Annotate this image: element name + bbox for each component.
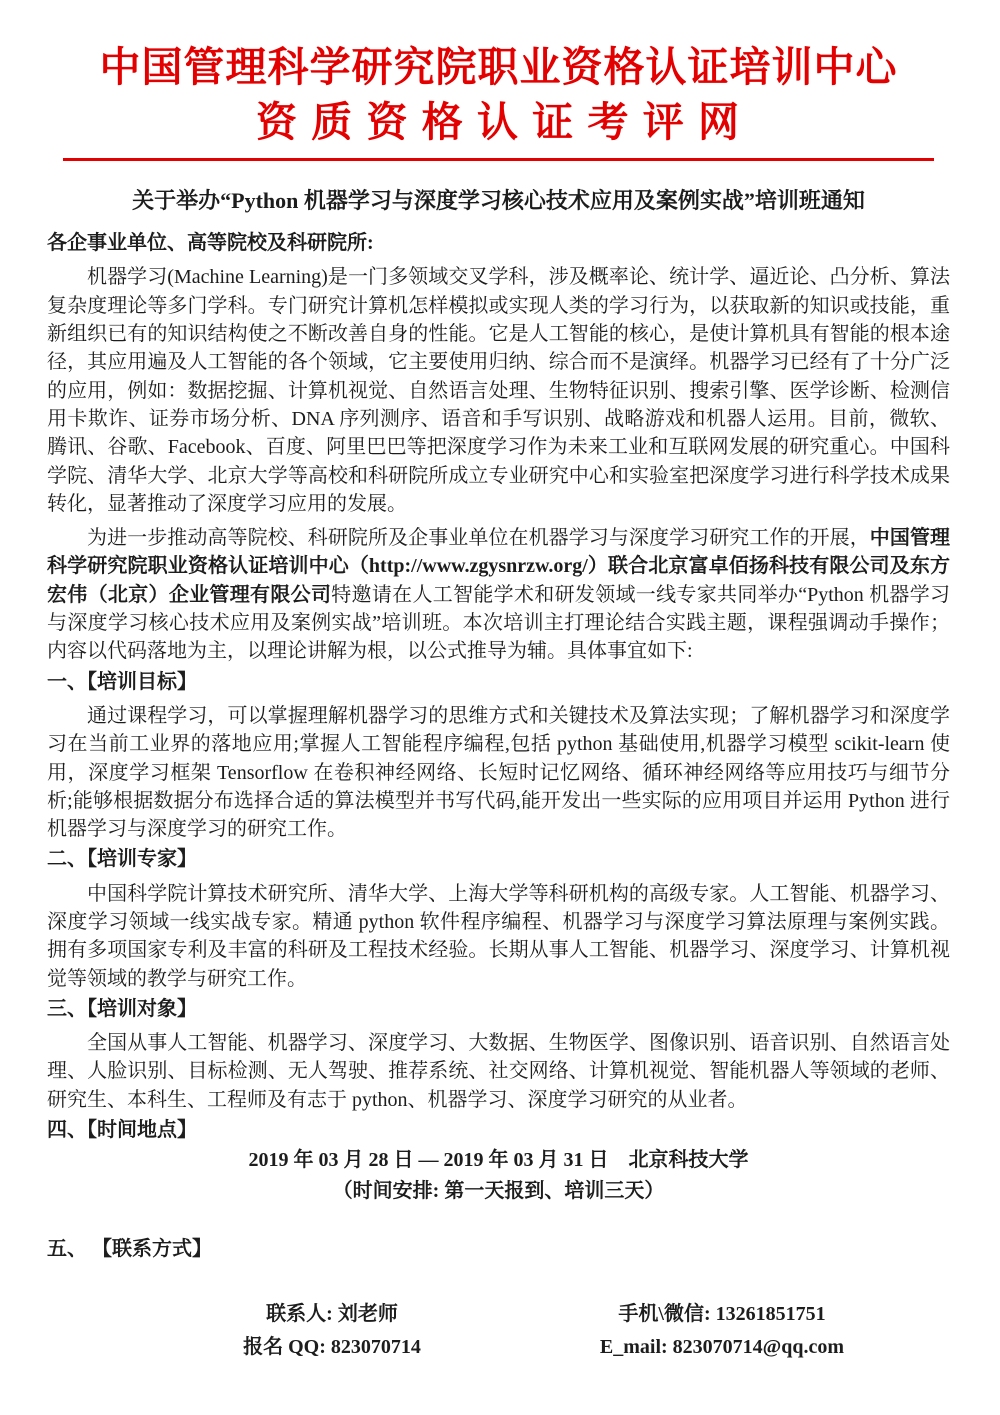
section-heading-contact: 五、 【联系方式】 xyxy=(47,1238,212,1261)
intro-paragraph-2 xyxy=(47,524,950,665)
letterhead-site-name: 资 质 资 格 认 证 考 评 网 xyxy=(256,99,741,146)
section-body-training-goals: 通过课程学习，可以掌握理解机器学习的思维方式和关键技术及算法实现；了解机器学习和深度学习在当前工业界的落地应用;掌握人工智能程序编程,包括 python 基础使用,机器学习模型 scikit-learn 使用，深度学习框架 Tensorflow 在卷积神经网络、长短时记忆网络、循环神经网络等应用技巧与细节分析;能够根据数据分布选择合适的算法模型并书写代码,能开发出一些实际的应用项目并运用 Python 进行机器学习与深度学习的研究工作。 xyxy=(47,704,950,841)
contact-column-right xyxy=(522,1301,922,1367)
organizer-names-bold: 中国管理科学研究院职业资格认证培训中心（http://www.zgysnrzw.org/）联合北京富卓佰扬科技有限公司及东方宏伟（北京）企业管理有限公司 xyxy=(47,527,951,606)
letterhead-divider xyxy=(63,158,934,161)
section-training-audience xyxy=(47,995,950,1114)
contact-person: 联系人: 刘老师 xyxy=(266,1303,398,1326)
contact-phone-wechat: 手机\微信: 13261851751 xyxy=(618,1303,826,1326)
letterhead xyxy=(47,40,950,161)
section-training-experts xyxy=(47,845,950,992)
section-time-place xyxy=(47,1116,950,1205)
contact-column-left xyxy=(142,1301,522,1367)
letterhead-org-name: 中国管理科学研究院职业资格认证培训中心 xyxy=(99,44,898,90)
section-body-training-audience: 全国从事人工智能、机器学习、深度学习、大数据、生物医学、图像识别、语音识别、自然语言处理、人脸识别、目标检测、无人驾驶、推荐系统、社交网络、计算机视觉、智能机器人等领域的老师、研究生、本科生、工程师及有志于 python、机器学习、深度学习研究的从业者。 xyxy=(47,1032,950,1111)
training-schedule-note: （时间安排: 第一天报到、培训三天） xyxy=(332,1179,665,1202)
training-dates-location: 2019 年 03 月 28 日 — 2019 年 03 月 31 日 北京科技大学 xyxy=(248,1149,749,1172)
section-heading-training-goals: 一、【培训目标】 xyxy=(47,670,197,693)
contact-block xyxy=(47,1301,950,1367)
salutation: 各企事业单位、高等院校及科研院所: xyxy=(47,232,374,255)
section-training-goals xyxy=(47,668,950,844)
section-heading-time-place: 四、【时间地点】 xyxy=(47,1119,197,1142)
intro-paragraph-2-lead: 为进一步推动高等院校、科研院所及企事业单位在机器学习与深度学习研究工作的开展， xyxy=(87,527,870,550)
section-body-training-experts: 中国科学院计算技术研究所、清华大学、上海大学等科研机构的高级专家。人工智能、机器学习、深度学习领域一线实战专家。精通 python 软件程序编程、机器学习与深度学习算法原理与案例实践。拥有多项国家专利及丰富的科研及工程技术经验。长期从事人工智能、机器学习、深度学习、计算机视觉等领域的教学与研究工作。 xyxy=(47,882,950,990)
notice-body xyxy=(47,186,950,1367)
section-heading-training-audience: 三、【培训对象】 xyxy=(47,997,197,1020)
contact-email: E_mail: 823070714@qq.com xyxy=(599,1336,845,1359)
section-heading-training-experts: 二、【培训专家】 xyxy=(47,848,197,871)
intro-paragraph-2-tail: 特邀请在人工智能学术和研发领域一线专家共同举办“Python 机器学习与深度学习核心技术应用及案例实战”培训班。本次培训主打理论结合实践主题，课程强调动手操作；内容以代码落地为主，以理论讲解为根，以公式推导为辅。具体事宜如下: xyxy=(47,583,950,663)
contact-qq: 报名 QQ: 823070714 xyxy=(243,1336,421,1359)
notice-title: 关于举办“Python 机器学习与深度学习核心技术应用及案例实战”培训班通知 xyxy=(132,188,865,214)
intro-paragraph-1: 机器学习(Machine Learning)是一门多领域交叉学科，涉及概率论、统计学、逼近论、凸分析、算法复杂度理论等多门学科。专门研究计算机怎样模拟或实现人类的学习行为，以获取新的知识或技能，重新组织已有的知识结构使之不断改善自身的性能。它是人工智能的核心，是使计算机具有智能的根本途径，其应用遍及人工智能的各个领域，它主要使用归纳、综合而不是演绎。机器学习已经有了十分广泛的应用，例如：数据挖掘、计算机视觉、自然语言处理、生物特征识别、搜索引擎、医学诊断、检测信用卡欺诈、证券市场分析、DNA 序列测序、语音和手写识别、战略游戏和机器人运用。目前，微软、腾讯、谷歌、Facebook、百度、阿里巴巴等把深度学习作为未来工业和互联网发展的研究重心。中国科学院、清华大学、北京大学等高校和科研院所成立专业研究中心和实验室把深度学习进行科学技术成果转化，显著推动了深度学习应用的发展。 xyxy=(47,266,950,515)
